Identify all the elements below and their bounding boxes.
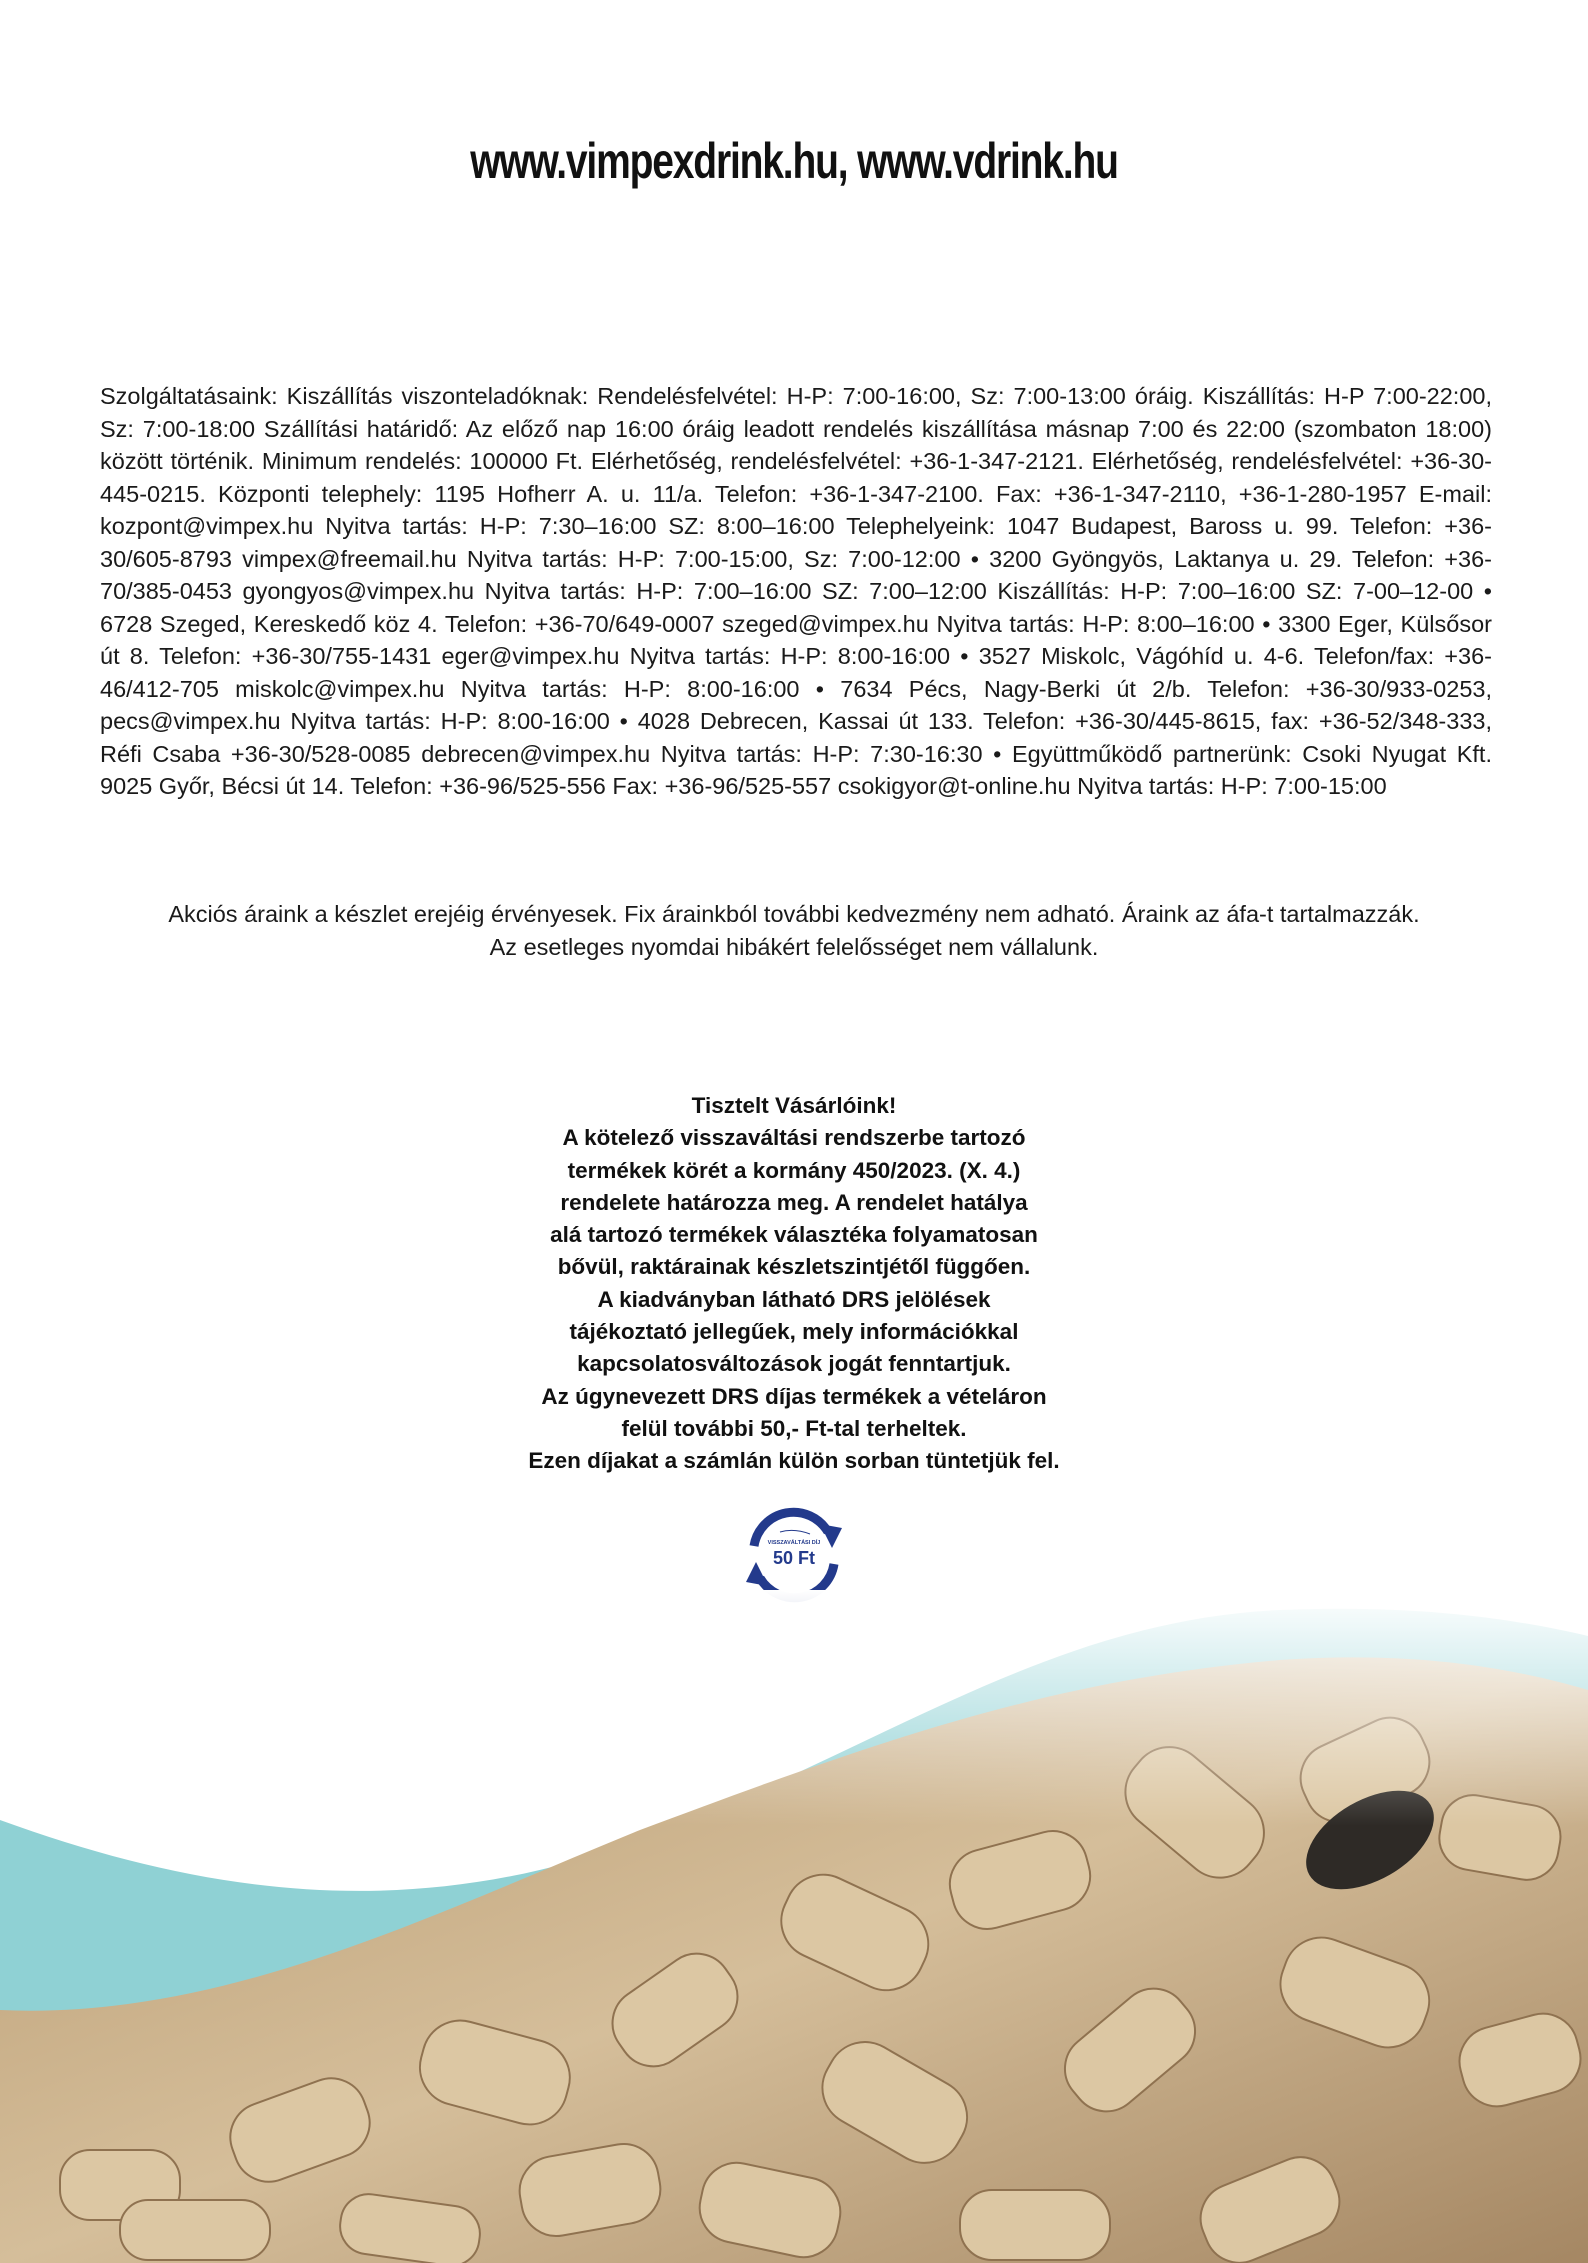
services-text: Szolgáltatásaink: Kiszállítás viszonteladóknak: Rendelésfelvétel: H-P: 7:00-16:00, Sz: 7:00-13:00 óráig. Kiszállítás: H-P 7:00-22:00, Sz: 7:00-18:00 Szállítási határidő: Az előző nap 16:00 óráig leadott rendelés kiszállítása másnap 7:00 és 22:00 (szombaton 18:00) között történik. Minimum rendelés: 100000 Ft. Elérhetőség, rendelésfelvétel: +36-1-347-2121. Elérhetőség, rendelésfelvétel: +36-30-445-0215. Központi telephely: 1195 Hofherr A. u. 11/a. Telefon: +36-1-347-2100. Fax: +36-1-347-2110, +36-1-280-1957 E-mail: kozpont@vimpex.hu Nyitva tartás: H-P: 7:30–16:00 SZ: 8:00–16:00 Telephelyeink: 1047 Budapest, Baross u. 99. Telefon: +36-30/605-8793 vimpex@freemail.hu Nyitva tartás: H-P: 7:00-15:00, Sz: 7:00-12:00 • 3200 Gyöngyös, Laktanya u. 29. Telefon: +36-70/385-0453 gyongyos@vimpex.hu Nyitva tartás: H-P: 7:00–16:00 SZ: 7:00–12:00 Kiszállítás: H-P: 7:00–16:00 SZ: 7-00–12-00 • 6728 Szeged, Kereskedő köz 4. Telefon: +36-70/649-0007 szeged@vimpex.hu Nyitva tartás: H-P: 8:00–16:00 • 3300 Eger, Külsősor út 8. Telefon: +36-30/755-1431 eger@vimpex.hu Nyitva tartás: H-P: 8:00-16:00 • 3527 Miskolc, Vágóhíd u. 4-6. Telefon/fax: +36-46/412-705 miskolc@vimpex.hu Nyitva tartás: H-P: 8:00-16:00 • 7634 Pécs, Nagy-Berki út 2/b. Telefon: +36-30/933-0253, pecs@vimpex.hu Nyitva tartás: H-P: 8:00-16:00 • 4028 Debrecen, Kassai út 133. Telefon: +36-30/445-8615, fax: +36-52/348-333, Réfi Csaba +36-30/528-0085 debrecen@vimpex.hu Nyitva tartás: H-P: 7:30-16:30 • Együttműködő partnerünk: Csoki Nyugat Kft. 9025 Győr, Bécsi út 14. Telefon: +36-96/525-556 Fax: +36-96/525-557 csokigyor@t-online.hu Nyitva tartás: H-P: 7:00-15:00 [100, 383, 1492, 799]
notice-line: alá tartozó termékek választéka folyamatosan [550, 1222, 1038, 1248]
site-title: www.vimpexdrink.hu, www.vdrink.hu [470, 133, 1118, 189]
notice-line: felül további 50,- Ft-tal terheltek. [621, 1415, 967, 1441]
notice-line: A kiadványban látható DRS jelölések [597, 1286, 991, 1312]
disclaimer-line-1: Akciós áraink a készlet erejéig érvényesek. Fix árainkból további kedvezmény nem adható. Áraink az áfa-t tartalmazzák. [168, 901, 1420, 927]
drs-logo-caption: VISSZAVÁLTÁSI DÍJ [767, 1540, 821, 1546]
disclaimer-line-2: Az esetleges nyomdai hibákért felelősséget nem vállalunk. [489, 934, 1099, 960]
drs-notice [394, 1090, 1194, 1478]
notice-line: Az úgynevezett DRS díjas termékek a vételáron [541, 1383, 1047, 1409]
notice-line: Ezen díjakat a számlán külön sorban tüntetjük fel. [528, 1448, 1060, 1474]
price-disclaimer [60, 898, 1528, 964]
notice-line: Tisztelt Vásárlóink! [691, 1093, 897, 1118]
services-info [100, 380, 1492, 803]
notice-line: bővül, raktárainak készletszintjétől függően. [557, 1254, 1031, 1280]
notice-line: tájékoztató jellegűek, mely információkkal [569, 1319, 1019, 1345]
cork-wave-decoration [0, 1590, 1588, 2263]
drs-logo-amount: 50 Ft [772, 1548, 816, 1568]
notice-line: A kötelező visszaváltási rendszerbe tartozó [562, 1125, 1026, 1151]
notice-line: kapcsolatosváltozások jogát fenntartjuk. [577, 1351, 1011, 1377]
notice-line: termékek körét a kormány 450/2023. (X. 4.) [567, 1157, 1021, 1183]
notice-line: rendelete határozza meg. A rendelet hatálya [560, 1189, 1028, 1215]
